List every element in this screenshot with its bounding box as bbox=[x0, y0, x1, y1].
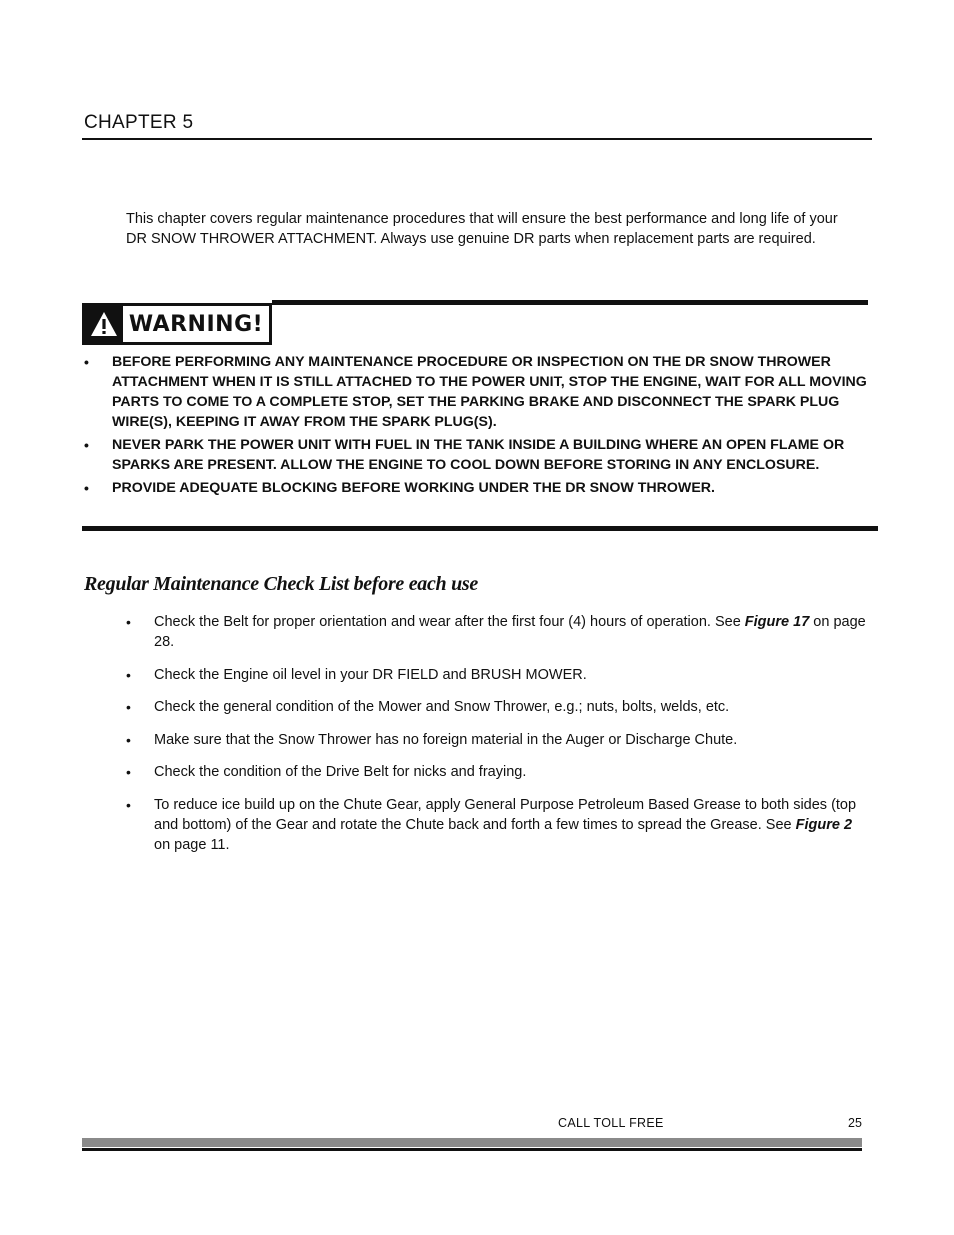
warning-item-text: BEFORE PERFORMING ANY MAINTENANCE PROCEDURE OR INSPECTION ON THE DR SNOW THROWER ATTACHMENT WHEN IT IS STILL ATTACHED TO THE POWER UNIT, STOP THE ENGINE, WAIT FOR ALL MOVING PARTS TO COME TO A COMPLETE STOP, SET THE PARKING BRAKE AND DISCONNECT THE SPARK PLUG WIRE(S), KEEPING IT AWAY FROM THE SPARK PLUG(S). bbox=[112, 354, 867, 430]
check-item-text: Check the condition of the Drive Belt for nicks and fraying. bbox=[154, 764, 527, 780]
warning-item-text: PROVIDE ADEQUATE BLOCKING BEFORE WORKING UNDER THE DR SNOW THROWER. bbox=[112, 480, 715, 496]
warning-label: WARNING! bbox=[128, 311, 264, 337]
page-number: 25 bbox=[848, 1116, 862, 1130]
bullet-icon: • bbox=[126, 614, 131, 630]
check-list-item bbox=[126, 730, 866, 750]
warning-icon-cell bbox=[85, 306, 123, 342]
warning-item bbox=[82, 352, 872, 432]
footer-line bbox=[82, 1148, 862, 1151]
check-list-item bbox=[126, 697, 866, 717]
bullet-icon: • bbox=[84, 437, 89, 453]
footer-text: CALL TOLL FREE bbox=[558, 1116, 664, 1130]
warning-item bbox=[82, 435, 872, 475]
warning-list bbox=[82, 352, 872, 501]
check-list-item bbox=[126, 795, 866, 855]
check-list-item bbox=[126, 612, 866, 652]
section-heading: Regular Maintenance Check List before each use bbox=[84, 573, 478, 595]
bullet-icon: • bbox=[126, 796, 131, 813]
check-item-text: Check the Engine oil level in your DR FIELD and BRUSH MOWER. bbox=[154, 666, 587, 683]
check-list-item bbox=[126, 762, 866, 782]
warning-item-text: NEVER PARK THE POWER UNIT WITH FUEL IN THE TANK INSIDE A BUILDING WHERE AN OPEN FLAME OR SPARKS ARE PRESENT. ALLOW THE ENGINE TO COOL DOWN BEFORE STORING IN ANY ENCLOSURE. bbox=[112, 437, 845, 473]
check-list bbox=[126, 612, 866, 867]
footer-bar bbox=[82, 1138, 862, 1147]
check-list-item bbox=[126, 665, 866, 685]
figure-reference: Figure 17 bbox=[744, 614, 810, 630]
warning-triangle-icon bbox=[89, 310, 119, 338]
bullet-icon: • bbox=[126, 731, 131, 748]
warning-bottom-bar bbox=[82, 526, 878, 531]
bullet-icon: • bbox=[84, 480, 89, 496]
bullet-icon: • bbox=[126, 699, 131, 715]
check-item-text-after: on page 11. bbox=[154, 836, 230, 853]
chapter-header: CHAPTER 5 bbox=[84, 112, 194, 133]
figure-reference: Figure 2 bbox=[795, 816, 853, 833]
chapter-rule bbox=[82, 138, 872, 140]
check-item-text: To reduce ice build up on the Chute Gear, apply General Purpose Petroleum Based Grease to both sides (top and bottom) of the Gear and rotate the Chute back and forth a few times to spread the Grease. See bbox=[154, 796, 857, 833]
bullet-icon: • bbox=[126, 666, 131, 683]
warning-box bbox=[82, 303, 272, 345]
bullet-icon: • bbox=[126, 764, 131, 780]
check-item-text: Check the general condition of the Mower and Snow Thrower, e.g.; nuts, bolts, welds, etc. bbox=[154, 699, 730, 715]
warning-item bbox=[82, 478, 872, 498]
warning-top-bar bbox=[272, 300, 868, 305]
check-item-text: Make sure that the Snow Thrower has no foreign material in the Auger or Discharge Chute. bbox=[154, 731, 738, 748]
check-item-text-after: on page 28. bbox=[154, 614, 866, 650]
check-item-text: Check the Belt for proper orientation and wear after the first four (4) hours of operation. See bbox=[154, 614, 745, 630]
bullet-icon: • bbox=[84, 354, 89, 370]
intro-paragraph: This chapter covers regular maintenance procedures that will ensure the best performance and long life of your DR SNOW THROWER ATTACHMENT. Always use genuine DR parts when replacement parts are required. bbox=[126, 211, 838, 247]
